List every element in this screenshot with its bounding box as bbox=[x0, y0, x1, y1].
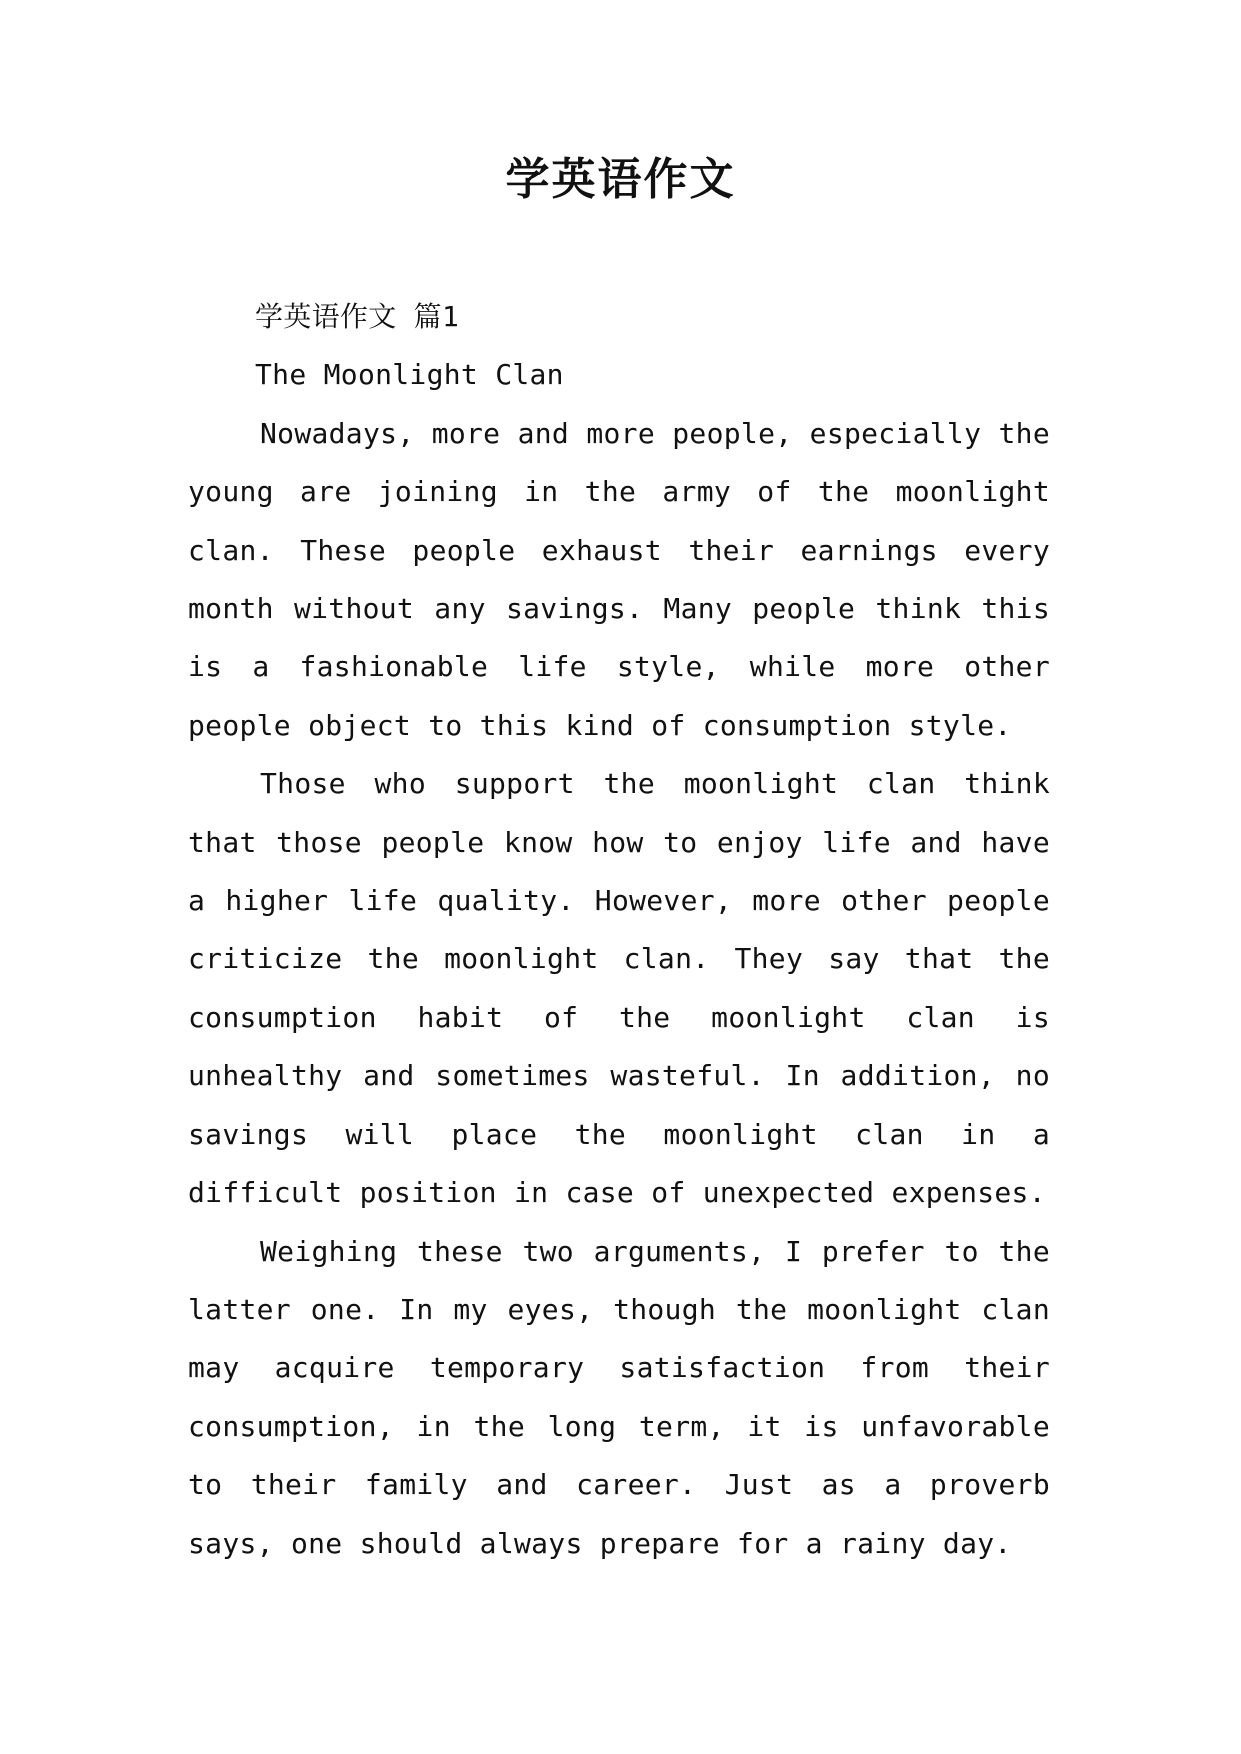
paragraph-2: Those who support the moonlight clan think that those people know how to enjoy life and have a higher life quality. However, more other people criticize the moonlight clan. They say that the consumption habit of the moonlight clan is unhealthy and sometimes wasteful. In addition, no savings will place the moonlight clan in a difficult position in case of unexpected expenses. bbox=[188, 767, 1050, 1210]
section-heading: 学英语作文 篇1 bbox=[255, 300, 460, 333]
paragraph-3: Weighing these two arguments, I prefer to the latter one. In my eyes, though the moonlight clan may acquire temporary satisfaction from their consumption, in the long term, it is unfavorable to their family and career. Just as a proverb says, one should always prepare for a rainy day. bbox=[188, 1234, 1050, 1560]
essay-title: The Moonlight Clan bbox=[255, 358, 564, 392]
document-title: 学英语作文 bbox=[505, 154, 736, 205]
document-body bbox=[188, 288, 1050, 1573]
paragraph-1: Nowadays, more and more people, especially the young are joining in the army of the moonlight clan. These people exhaust their earnings every month without any savings. Many people think this is a fashionable life style, while more other people object to this kind of consumption style. bbox=[188, 416, 1050, 742]
